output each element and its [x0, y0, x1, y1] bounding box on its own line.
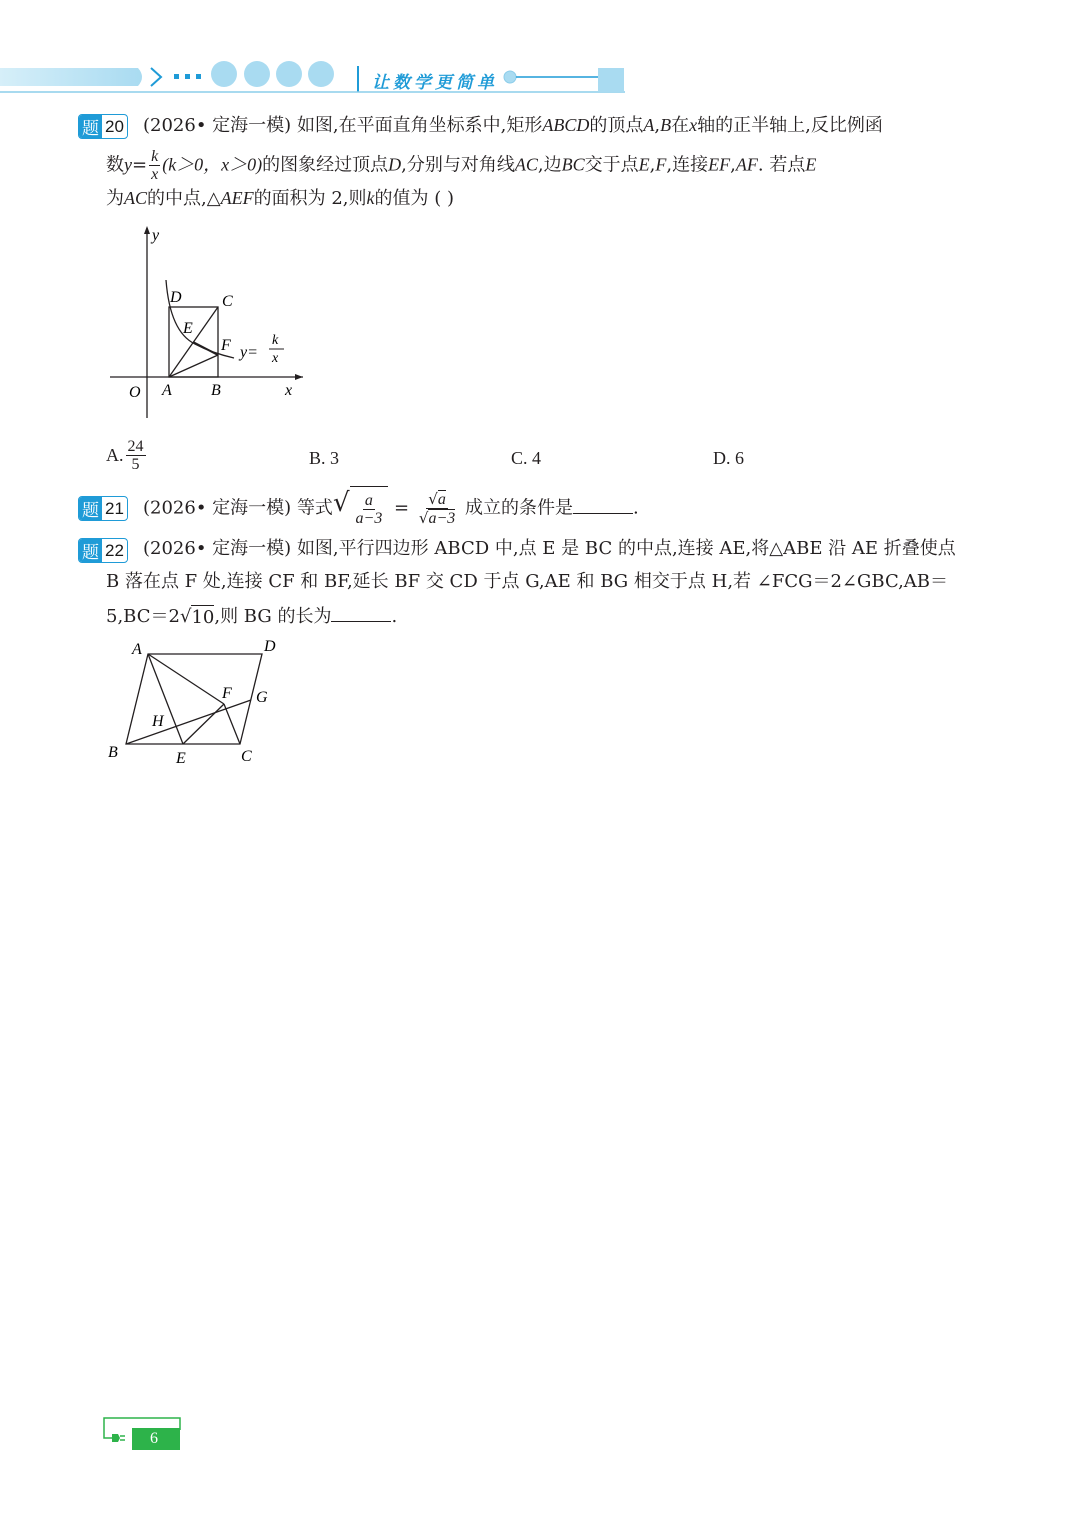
svg-text:y: y	[152, 227, 160, 244]
svg-text:F: F	[222, 685, 232, 702]
svg-text:C: C	[241, 748, 252, 765]
segment-cf	[224, 704, 240, 744]
option-b[interactable]: B. 3	[309, 448, 340, 468]
page-number: 6	[150, 1430, 158, 1447]
fraction-k-over-x: $\frac{k}{x}$	[151, 148, 159, 183]
question-20-tag	[78, 114, 128, 139]
question-21-tag	[78, 496, 128, 521]
q22-line-1: (2026• 定海一模) 如图,平行四边形 ABCD 中,点 E 是 BC 的中点,连接 AE,将△ABE 沿 AE 折叠使点	[143, 538, 956, 559]
option-c[interactable]: C. 4	[511, 448, 542, 468]
svg-text:D: D	[264, 638, 276, 655]
answer-blank[interactable]	[573, 495, 633, 514]
segment-ef	[183, 704, 224, 744]
page-number-footer	[100, 1416, 182, 1456]
q20-line-3: 为AC的中点,△AEF的面积为 2,则k的值为 ( )	[106, 188, 454, 209]
svg-text:A: A	[132, 641, 142, 658]
question-number: 22	[102, 541, 127, 561]
svg-text:x: x	[285, 382, 293, 399]
svg-text:A: A	[162, 382, 172, 399]
q20-figure	[100, 220, 320, 425]
question-number: 20	[102, 117, 127, 137]
answer-blank[interactable]	[331, 603, 391, 622]
svg-text:D: D	[170, 289, 182, 306]
svg-text:B: B	[108, 744, 118, 761]
question-number: 21	[102, 499, 127, 519]
q22-source: (2026• 定海一模)	[143, 538, 292, 559]
q20-source: (2026• 定海一模)	[143, 115, 292, 136]
q22-line-2: B 落在点 F 处,连接 CF 和 BF,延长 BF 交 CD 于点 G,AE 和 BG 相交于点 H,若 ∠FCG＝2∠GBC,AB＝	[106, 571, 949, 592]
q22-figure	[100, 632, 290, 772]
segment-bg	[126, 700, 251, 744]
option-a[interactable]: A. $\frac{24}{5}$	[106, 438, 144, 473]
parallelogram-abcd	[126, 654, 262, 744]
question-tag-label: 题	[79, 539, 102, 562]
svg-text:y=: y=	[240, 344, 258, 361]
svg-text:x: x	[272, 351, 279, 366]
header-slogan: 让数学更简单	[372, 73, 498, 93]
header-bar-shape	[0, 68, 142, 86]
question-tag-label: 题	[79, 115, 102, 138]
svg-text:F: F	[221, 337, 231, 354]
q20-line-2: 数y= $\frac{k}{x}$ (k＞0，x＞0)的图象经过顶点D,分别与对角线AC,边BC交于点E,F,连接EF,AF. 若点E	[106, 148, 817, 183]
q20-line-1: (2026• 定海一模) 如图,在平面直角坐标系中,矩形ABCD的顶点A,B在x轴的正半轴上,反比例函	[143, 115, 883, 136]
header-decoration	[0, 58, 640, 98]
q21-line: (2026• 定海一模) 等式 √ $\frac{a}{a-3}$ = $\frac{√a}{√a-3}$ 成立的条件是 .	[143, 486, 639, 531]
svg-text:C: C	[222, 293, 233, 310]
svg-text:O: O	[129, 384, 141, 401]
question-22-tag	[78, 538, 128, 563]
sqrt-lhs: √ $\frac{a}{a-3}$	[333, 486, 388, 531]
q22-line-3: 5,BC＝2 √ 10 ,则 BG 的长为 .	[106, 603, 397, 630]
plug-icon	[100, 1416, 182, 1456]
svg-text:B: B	[211, 382, 221, 399]
fraction-rhs: $\frac{√a}{√a-3}$	[418, 490, 456, 527]
question-tag-label: 题	[79, 497, 102, 520]
svg-text:H: H	[152, 713, 164, 730]
svg-text:k: k	[272, 333, 279, 348]
segment-af	[148, 654, 224, 704]
svg-text:E: E	[176, 750, 186, 767]
page-header	[0, 58, 640, 98]
svg-text:E: E	[183, 320, 193, 337]
q21-source: (2026• 定海一模)	[143, 497, 292, 519]
svg-text:G: G	[256, 689, 268, 706]
option-d[interactable]: D. 6	[713, 448, 744, 468]
